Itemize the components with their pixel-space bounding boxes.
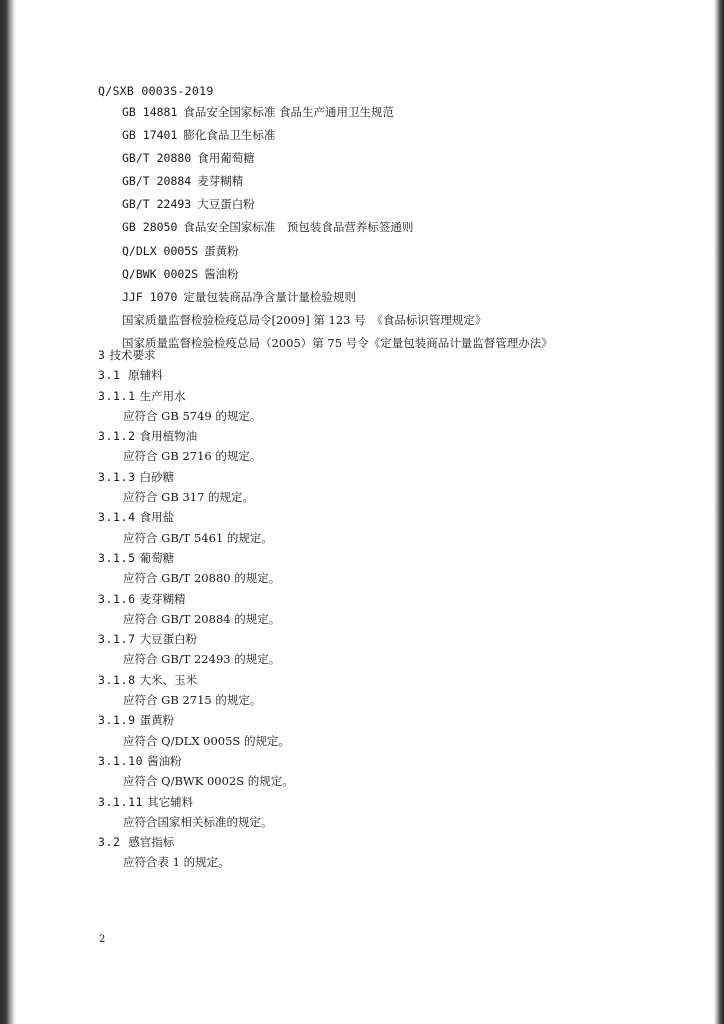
clause-number: 3.1.10 <box>98 753 144 768</box>
clause-title: 大米、玉米 <box>139 672 198 687</box>
reference-item <box>122 124 553 147</box>
reference-title: 酱油粉 <box>204 266 239 281</box>
clause-number: 3.1.6 <box>98 591 136 606</box>
clause-title: 食用盐 <box>139 510 175 525</box>
section-3-1-heading <box>98 365 658 385</box>
clause-title: 大豆蛋白粉 <box>139 632 198 647</box>
reference-title: 食品安全国家标准 预包装食品营养标签通则 <box>183 220 414 235</box>
reference-title: 国家质量监督检验检疫总局令[2009] 第 123 号 《食品标识管理规定》 <box>122 312 487 327</box>
clause-number: 3.1.2 <box>98 429 136 444</box>
reference-title: 大豆蛋白粉 <box>197 197 255 212</box>
clause-title: 白砂糖 <box>139 469 175 484</box>
clause-title: 其它辅料 <box>147 794 194 809</box>
reference-item <box>122 101 553 124</box>
clause-text: 应符合 Q/DLX 0005S 的规定。 <box>123 733 290 748</box>
clause-heading <box>98 386 658 406</box>
clause-text: 应符合 GB/T 22493 的规定。 <box>123 652 281 667</box>
reference-code: GB/T 20880 <box>122 151 192 166</box>
section-number: 3 <box>98 348 106 362</box>
section-title: 感官指标 <box>128 835 175 850</box>
reference-title: 食用葡萄糖 <box>197 151 255 166</box>
clause-text: 应符合 Q/BWK 0002S 的规定。 <box>123 774 294 789</box>
clause-text: 应符合国家相关标准的规定。 <box>123 814 273 829</box>
clause-heading <box>98 507 658 527</box>
scan-edge-right <box>714 0 724 1024</box>
clause-heading <box>98 467 658 487</box>
clause-heading <box>98 751 658 771</box>
clause-heading <box>98 710 658 730</box>
reference-title: 食品安全国家标准 食品生产通用卫生规范 <box>183 105 395 119</box>
reference-code: GB 28050 <box>122 220 178 235</box>
section-3-heading <box>98 345 658 365</box>
clause-number: 3.1.8 <box>98 672 136 687</box>
section-title: 原辅料 <box>128 368 163 383</box>
clause-title: 食用植物油 <box>139 429 198 444</box>
clause-heading <box>98 670 658 690</box>
reference-item <box>122 147 553 170</box>
clause-text: 应符合 GB 2716 的规定。 <box>123 449 262 464</box>
clause-heading <box>98 629 658 649</box>
clause-text: 应符合 GB 2715 的规定。 <box>123 693 262 708</box>
clause-text: 应符合表 1 的规定。 <box>123 855 230 870</box>
reference-item <box>122 216 553 239</box>
clause-heading <box>98 792 658 812</box>
clause-title: 葡萄糖 <box>139 550 175 565</box>
reference-code: GB 17401 <box>122 128 178 143</box>
clause-text: 应符合 GB 5749 的规定。 <box>123 408 262 423</box>
reference-title: 国家质量监督检验检疫总局（2005）第 75 号令《定量包装商品计量监督管理办法》 <box>122 335 553 350</box>
document-code: Q/SXB 0003S-2019 <box>98 84 214 98</box>
reference-item <box>122 263 553 286</box>
reference-code: Q/DLX 0005S <box>122 243 199 258</box>
section-number: 3.2 <box>98 835 121 850</box>
reference-title: 蛋黄粉 <box>204 243 239 258</box>
clause-heading <box>98 589 658 609</box>
clause-text: 应符合 GB 317 的规定。 <box>123 490 255 505</box>
reference-code: JJF 1070 <box>122 289 178 304</box>
reference-code: GB/T 20884 <box>122 174 192 189</box>
section-3-2-heading <box>98 832 658 852</box>
section-technical-requirements <box>98 345 658 873</box>
clause-number: 3.1.9 <box>98 713 136 728</box>
reference-item <box>122 286 553 309</box>
clause-title: 酱油粉 <box>147 753 182 768</box>
reference-item <box>122 240 553 263</box>
reference-code: GB/T 22493 <box>122 197 192 212</box>
normative-references-list <box>122 101 553 355</box>
clause-text: 应符合 GB/T 5461 的规定。 <box>123 530 273 545</box>
reference-item <box>122 309 553 332</box>
reference-code: Q/BWK 0002S <box>122 266 199 281</box>
clause-title: 麦芽糊精 <box>139 591 186 606</box>
reference-title: 定量包装商品净含量计量检验规则 <box>183 289 356 304</box>
clause-heading <box>98 548 658 568</box>
reference-item <box>122 193 553 216</box>
clause-text: 应符合 GB/T 20884 的规定。 <box>123 611 281 626</box>
clause-heading <box>98 426 658 446</box>
clause-text: 应符合 GB/T 20880 的规定。 <box>123 571 281 586</box>
reference-title: 膨化食品卫生标准 <box>183 128 276 143</box>
clause-number: 3.1.1 <box>98 388 136 403</box>
clause-number: 3.1.3 <box>98 469 136 484</box>
clause-number: 3.1.7 <box>98 632 136 647</box>
reference-item <box>122 170 553 193</box>
reference-code: GB 14881 <box>122 105 178 119</box>
clause-number: 3.1.4 <box>98 510 136 525</box>
clause-number: 3.1.11 <box>98 794 144 809</box>
section-number: 3.1 <box>98 368 121 383</box>
reference-title: 麦芽糊精 <box>197 174 244 189</box>
clause-number: 3.1.5 <box>98 550 136 565</box>
page-number: 2 <box>99 934 106 945</box>
scan-edge-left <box>0 0 16 1024</box>
clause-title: 生产用水 <box>139 388 186 403</box>
clause-title: 蛋黄粉 <box>139 713 175 728</box>
section-title: 技术要求 <box>109 348 156 362</box>
